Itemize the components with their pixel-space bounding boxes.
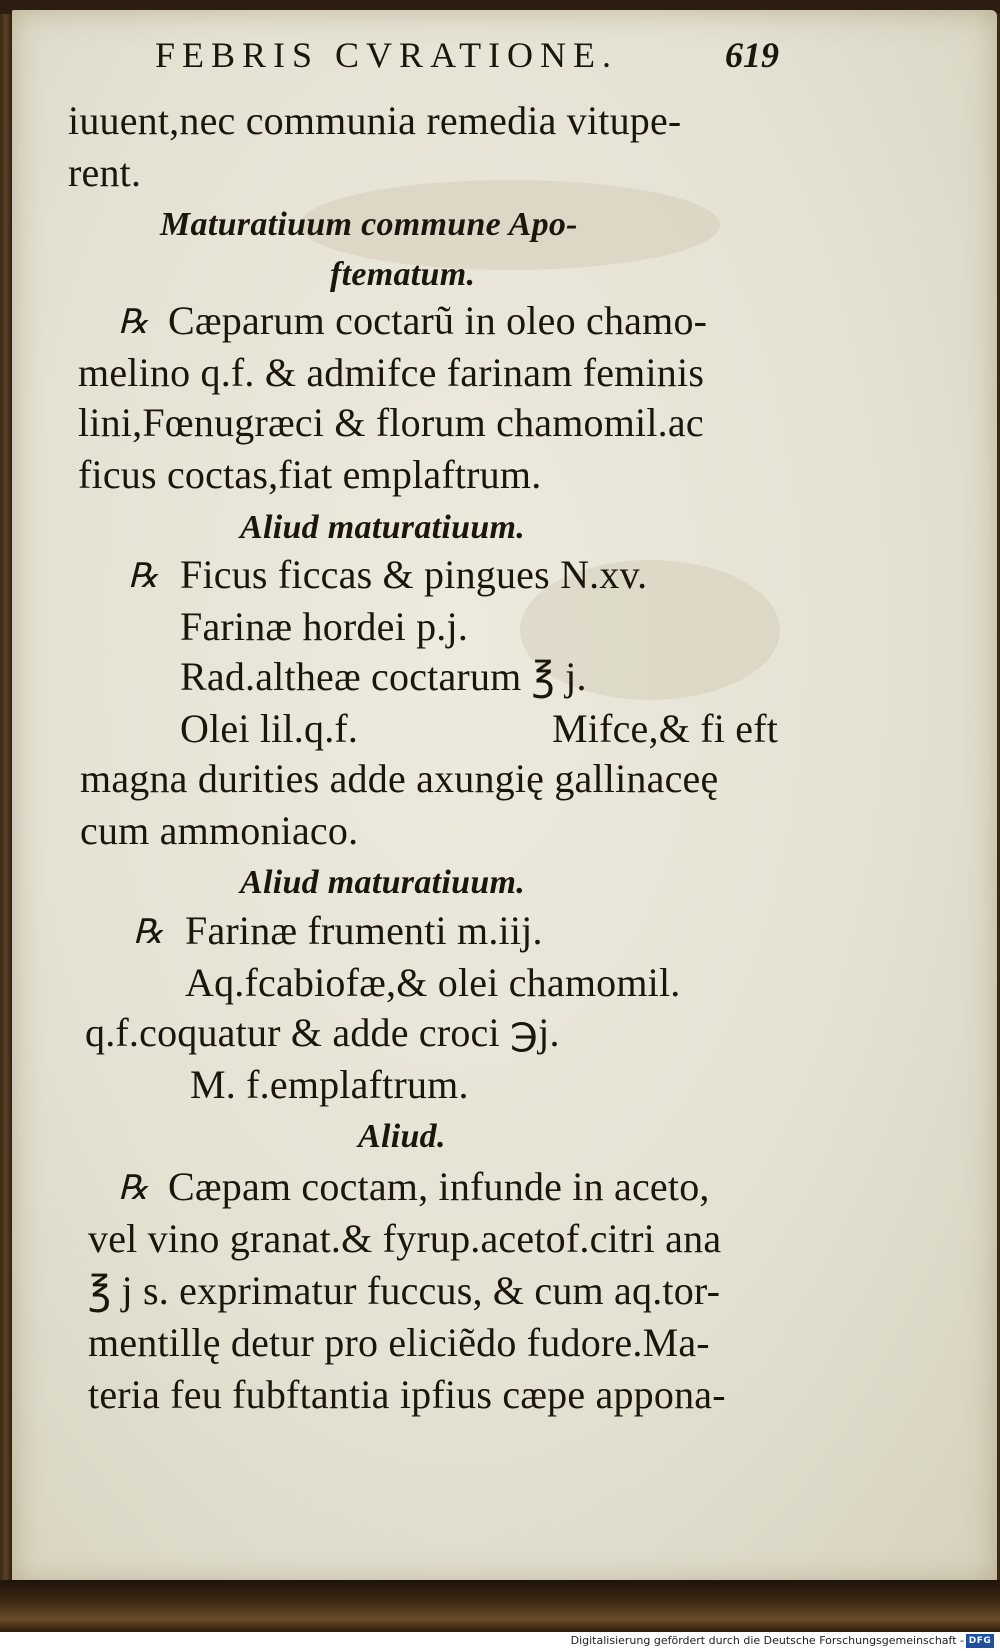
text-line: melino q.f. & admifce farinam feminis bbox=[78, 350, 705, 395]
section-heading: Aliud. bbox=[358, 1118, 446, 1155]
text-line: Aq.fcabiofæ,& olei chamomil. bbox=[185, 960, 681, 1005]
book-bottom-edge bbox=[0, 1580, 1000, 1632]
text-line: Farinæ hordei p.j. bbox=[180, 604, 469, 649]
recipe-symbol: ℞ bbox=[133, 912, 164, 952]
text-line: Rad.althеæ coctarum ℥ j. bbox=[180, 654, 587, 699]
text-line: iuuent,nec communia remedia vitupe- bbox=[68, 98, 682, 143]
recipe-symbol: ℞ bbox=[118, 1168, 149, 1208]
section-heading: Aliud maturatiuum. bbox=[240, 864, 526, 901]
text-line: teria feu fubftantia ipfius cæpe appona- bbox=[88, 1372, 726, 1417]
text-line: Olei lil.q.f. bbox=[180, 706, 359, 751]
text-line: ℥ j s. exprimatur fuccus, & cum aq.tor- bbox=[88, 1268, 721, 1313]
dfg-logo: DFG bbox=[966, 1634, 994, 1648]
text-line: M. f.emplaftrum. bbox=[190, 1062, 469, 1107]
recipe-symbol: ℞ bbox=[128, 556, 159, 596]
text-line: lini,Fœnugræci & florum chamomil.ac bbox=[78, 400, 704, 445]
section-heading: ftematum. bbox=[330, 256, 476, 293]
text-line: Cæpam coctam, infunde in aceto, bbox=[168, 1164, 710, 1209]
funding-credit: Digitalisierung gefördert durch die Deutsche Forschungsgemeinschaft - bbox=[570, 1634, 964, 1647]
text-line: Cæparum coctarũ in oleo chamo- bbox=[168, 298, 708, 343]
text-line: Farinæ frumenti m.iij. bbox=[185, 908, 543, 953]
section-heading: Aliud maturatiuum. bbox=[240, 509, 526, 546]
running-title: FEBRIS CVRATIONE. bbox=[155, 35, 619, 75]
recipe-symbol: ℞ bbox=[118, 302, 149, 342]
text-line: Mifce,& fi eft bbox=[552, 706, 779, 751]
text-line: cum ammoniaco. bbox=[80, 808, 359, 853]
text-line: ficus coctas,fiat emplaftrum. bbox=[78, 452, 542, 497]
page-number: 619 bbox=[725, 35, 779, 75]
text-line: rent. bbox=[68, 150, 142, 195]
text-line: magna durities adde axungię gallinaceę bbox=[80, 756, 719, 801]
text-line: Ficus ficcas & pingues N.xv. bbox=[180, 552, 648, 597]
text-line: q.f.coquatur & adde croci ℈j. bbox=[85, 1010, 560, 1055]
text-line: mentillę detur pro eliciẽdo fudore.Ma- bbox=[88, 1320, 710, 1365]
text-line: vel vino granat.& fyrup.acetof.citri ana bbox=[88, 1216, 722, 1261]
section-heading: Maturatiuum commune Apo- bbox=[160, 206, 578, 243]
